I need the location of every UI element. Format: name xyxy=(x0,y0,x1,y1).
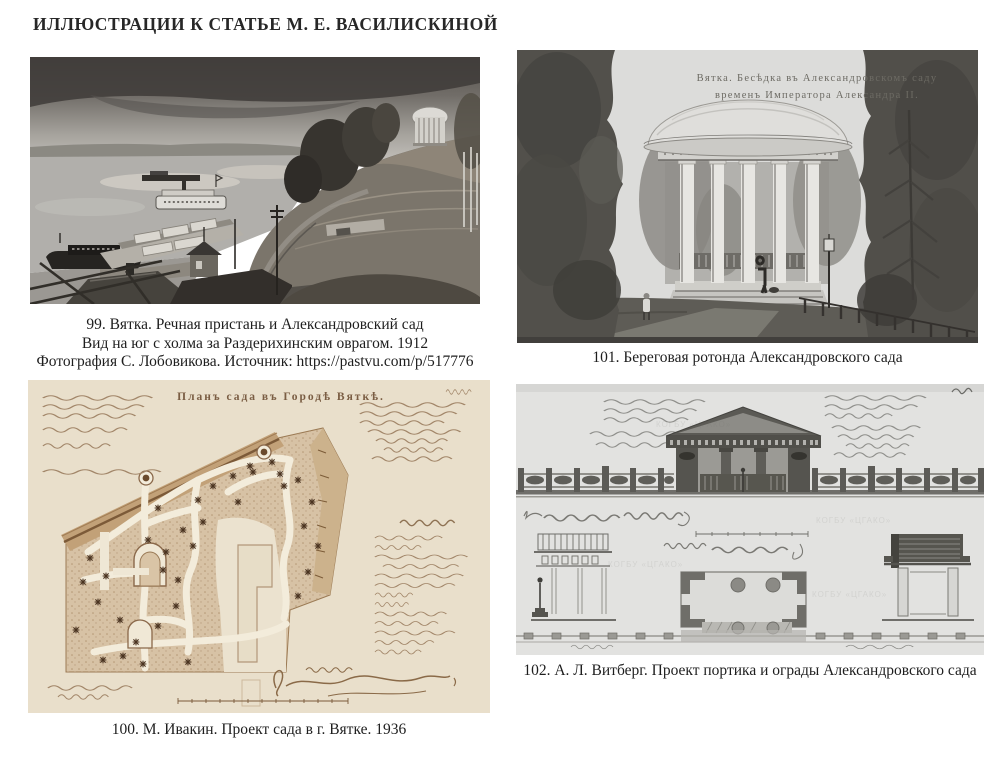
caption-line: 100. М. Ивакин. Проект сада в г. Вятке. 1936 xyxy=(111,721,407,738)
figure-99-photo xyxy=(30,57,480,304)
postcard-caption-line: Вятка. Бесѣдка въ Александровскомъ саду xyxy=(696,73,938,84)
figure-100-plan xyxy=(28,380,490,713)
caption-102 xyxy=(516,662,984,681)
plan-title-text: Планъ сада въ Городѣ Вяткѣ. xyxy=(177,391,385,403)
garden-plan-illustration xyxy=(28,380,490,713)
archive-watermark: КОГБУ «ЦГАКО» xyxy=(608,560,684,569)
caption-101 xyxy=(517,349,978,368)
caption-line: Фотография С. Лобовикова. Источник: https://pastvu.com/p/517776 xyxy=(36,353,474,371)
figure-102-drawing xyxy=(516,384,984,655)
caption-100 xyxy=(28,721,490,740)
postcard-caption-text xyxy=(667,71,967,104)
archive-watermark: КОГБУ «ЦГАКО» xyxy=(656,420,732,429)
caption-line: 102. А. Л. Витберг. Проект портика и ограды Александровского сада xyxy=(523,662,977,679)
portico-fence-drawing-illustration xyxy=(516,384,984,655)
figure-101-postcard xyxy=(517,50,978,343)
postcard-caption-line: временъ Императора Александра II. xyxy=(714,89,919,101)
page-title: ИЛЛЮСТРАЦИИ К СТАТЬЕ М. Е. ВАСИЛИСКИНОЙ xyxy=(33,14,499,34)
caption-line: 99. Вятка. Речная пристань и Александровский сад xyxy=(86,316,424,333)
caption-99 xyxy=(30,316,480,372)
archive-watermark: КОГБУ «ЦГАКО» xyxy=(812,590,888,599)
caption-line: 101. Береговая ротонда Александровского сада xyxy=(592,349,903,366)
river-pier-photo-illustration xyxy=(30,57,480,304)
caption-line: Вид на юг с холма за Раздерихинским оврагом. 1912 xyxy=(81,334,429,352)
archive-watermark: КОГБУ «ЦГАКО» xyxy=(816,516,892,525)
